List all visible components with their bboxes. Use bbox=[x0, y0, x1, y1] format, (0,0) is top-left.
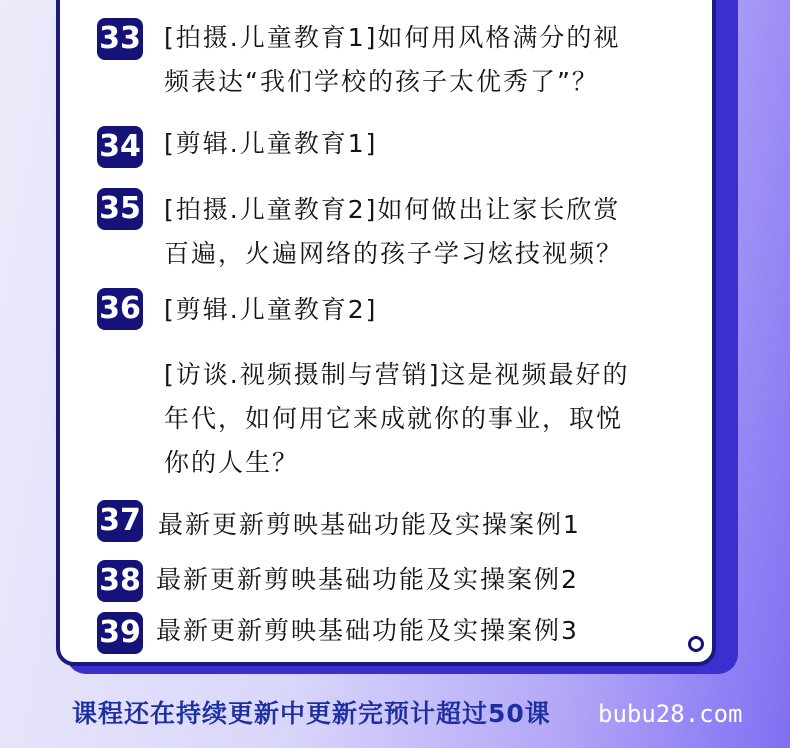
watermark: bubu28.com bbox=[598, 700, 743, 728]
lesson-title-line: 你的人生？ bbox=[164, 448, 300, 477]
lesson-number-badge: 35 bbox=[97, 188, 143, 230]
lesson-title-line: [拍摄.儿童教育1]如何用风格满分的视 bbox=[164, 23, 621, 52]
lesson-title-line: [剪辑.儿童教育2] bbox=[164, 295, 378, 324]
footer-note: 课程还在持续更新中更新完预计超过50课 bbox=[72, 699, 551, 728]
lesson-title-line: [访谈.视频摄制与营销]这是视频最好的 bbox=[164, 360, 630, 389]
circle-icon bbox=[688, 636, 704, 652]
lesson-title-line: 百遍，火遍网络的孩子学习炫技视频？ bbox=[164, 239, 624, 268]
lesson-title-line: 年代，如何用它来成就你的事业，取悦 bbox=[164, 404, 624, 433]
lesson-title-line: [剪辑.儿童教育1] bbox=[164, 129, 378, 158]
lesson-number-badge: 34 bbox=[97, 126, 143, 168]
lesson-title-line: 最新更新剪映基础功能及实操案例2 bbox=[156, 565, 579, 594]
lesson-number-badge: 36 bbox=[97, 288, 143, 330]
lesson-title-line: [拍摄.儿童教育2]如何做出让家长欣赏 bbox=[164, 195, 621, 224]
lesson-title-line: 最新更新剪映基础功能及实操案例1 bbox=[158, 510, 581, 539]
lesson-title-line: 最新更新剪映基础功能及实操案例3 bbox=[156, 616, 579, 645]
lesson-number-badge: 38 bbox=[97, 560, 143, 602]
lesson-number-badge: 39 bbox=[97, 612, 143, 654]
lesson-number-badge: 37 bbox=[97, 500, 143, 542]
lesson-title-line: 频表达“我们学校的孩子太优秀了”？ bbox=[164, 67, 599, 96]
lesson-number-badge: 33 bbox=[97, 18, 143, 60]
